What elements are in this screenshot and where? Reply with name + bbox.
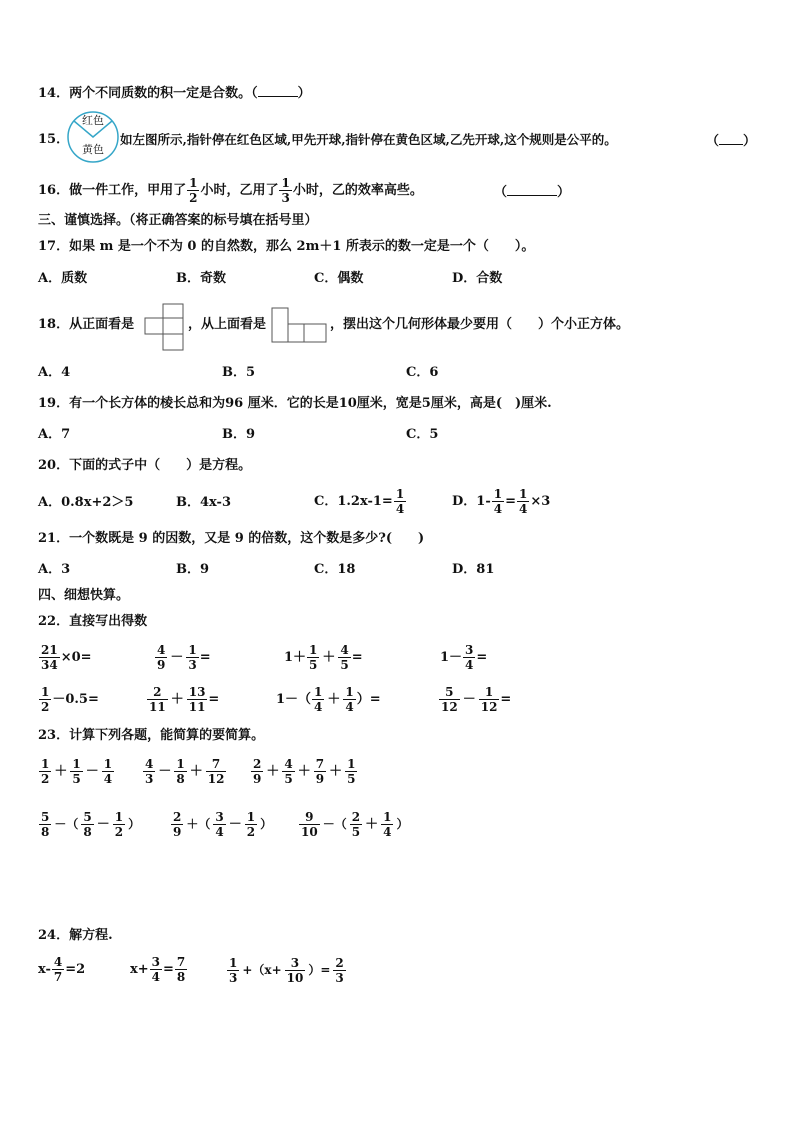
option-20-c[interactable]: C．1.2x-1= $\frac{1}{4}$	[314, 487, 405, 516]
option-17-c[interactable]: C．偶数	[314, 271, 364, 286]
question-16-paren: （ ）	[494, 185, 571, 200]
q23-expression-5: $\frac{2}{9}$ ＋（ $\frac{3}{4}$ － $\frac{1}{2}$ ）	[173, 810, 273, 839]
question-20: 20．下面的式子中（ ）是方程。	[38, 458, 252, 473]
question-14: 14．两个不同质数的积一定是合数。（ ）	[38, 86, 311, 101]
option-17-b[interactable]: B．奇数	[176, 271, 226, 286]
option-17-d[interactable]: D．合数	[452, 271, 503, 286]
option-21-c[interactable]: C．18	[314, 562, 356, 577]
answer-blank-14[interactable]	[258, 84, 298, 97]
question-15-text: 如左图所示,指针停在红色区域,甲先开球,指针停在黄色区域,乙先开球,这个规则是公平的。	[120, 132, 617, 147]
option-21-b[interactable]: B．9	[176, 562, 210, 577]
question-15-number: 15．	[38, 132, 70, 147]
option-20-a[interactable]: A．0.8x+2＞5	[38, 495, 134, 510]
question-18-part2: ，从上面看是	[188, 317, 267, 332]
option-18-b[interactable]: B．5	[222, 365, 256, 380]
option-19-a[interactable]: A．7	[38, 427, 71, 442]
top-view-figure	[268, 304, 332, 344]
question-15-paren: （ ）	[706, 134, 757, 149]
question-18-part3: ，摆出这个几何形体最少要用（ ）个小正方体。	[330, 317, 630, 332]
q24-equation-2: x+ $\frac{3}{4}$ = $\frac{7}{8}$	[130, 955, 186, 984]
option-18-a[interactable]: A．4	[38, 365, 71, 380]
question-19: 19．有一个长方体的棱长总和为96 厘米．它的长是10厘米，宽是5厘米，高是( )厘米.	[38, 396, 552, 411]
fraction: $\frac{1}{4}$	[493, 487, 503, 516]
q24-equation-1: x- $\frac{4}{7}$ =2	[38, 955, 86, 984]
q22-expression-5: $\frac{1}{2}$ －0.5=	[41, 685, 99, 714]
question-21: 21．一个数既是 9 的因数，又是 9 的倍数，这个数是多少?( )	[38, 531, 425, 546]
answer-blank-15[interactable]	[719, 132, 743, 145]
front-view-figure	[142, 302, 188, 352]
fraction: $\frac{1}{2}$	[189, 176, 198, 205]
section-3-heading: 三、谨慎选择。（将正确答案的标号填在括号里）	[38, 213, 318, 228]
q22-expression-2: $\frac{4}{9}$ － $\frac{1}{3}$ =	[157, 643, 211, 672]
spinner-yellow-label: 黄色	[82, 143, 104, 156]
q22-expression-3: 1＋ $\frac{1}{5}$ ＋ $\frac{4}{5}$ =	[284, 643, 363, 672]
question-16: 16．做一件工作，甲用了 $\frac{1}{2}$ 小时，乙用了 $\frac{1}{3}$ 小时，乙的效率高些。	[38, 176, 423, 205]
fraction: $\frac{1}{4}$	[518, 487, 528, 516]
answer-blank-16[interactable]	[507, 183, 557, 196]
q23-expression-3: $\frac{2}{9}$ ＋ $\frac{4}{5}$ ＋ $\frac{7}{9}$ ＋ $\frac{1}{5}$	[253, 757, 356, 786]
q23-expression-2: $\frac{4}{3}$ － $\frac{1}{8}$ ＋ $\frac{7}{12}$	[145, 757, 225, 786]
q23-expression-6: $\frac{9}{10}$ －（ $\frac{2}{5}$ ＋ $\frac{1}{4}$ ）	[301, 810, 409, 839]
question-24-title: 24．解方程.	[38, 928, 113, 943]
q22-expression-1: $\frac{21}{34}$ ×0=	[41, 643, 92, 672]
q22-expression-6: $\frac{2}{11}$ ＋ $\frac{13}{11}$ =	[149, 685, 220, 714]
question-23-title: 23．计算下列各题，能简算的要简算。	[38, 728, 265, 743]
spinner-red-label: 红色	[82, 114, 104, 127]
option-18-c[interactable]: C．6	[406, 365, 439, 380]
option-20-b[interactable]: B．4x-3	[176, 495, 231, 510]
option-17-a[interactable]: A．质数	[38, 271, 88, 286]
option-21-d[interactable]: D．81	[452, 562, 495, 577]
q23-expression-4: $\frac{5}{8}$ －（ $\frac{5}{8}$ － $\frac{1}{2}$ ）	[41, 810, 141, 839]
q22-expression-7: 1－（ $\frac{1}{4}$ ＋ $\frac{1}{4}$ ）=	[276, 685, 381, 714]
question-22-title: 22．直接写出得数	[38, 614, 148, 629]
q24-equation-3: $\frac{1}{3}$ +（x+ $\frac{3}{10}$ ）= $\frac{2}{3}$	[229, 956, 344, 985]
option-19-b[interactable]: B．9	[222, 427, 256, 442]
q22-expression-4: 1－ $\frac{3}{4}$ =	[440, 643, 488, 672]
q22-expression-8: $\frac{5}{12}$ － $\frac{1}{12}$ =	[441, 685, 512, 714]
fraction: $\frac{1}{3}$	[281, 176, 290, 205]
question-18-part1: 18．从正面看是	[38, 317, 135, 332]
option-19-c[interactable]: C．5	[406, 427, 439, 442]
option-21-a[interactable]: A．3	[38, 562, 71, 577]
fraction: $\frac{1}{4}$	[395, 487, 405, 516]
question-17: 17．如果 m 是一个不为 0 的自然数，那么 2m＋1 所表示的数一定是一个（ ）。	[38, 239, 535, 254]
section-4-heading: 四、细想快算。	[38, 588, 130, 603]
option-20-d[interactable]: D．1- $\frac{1}{4}$ = $\frac{1}{4}$ ×3	[452, 487, 551, 516]
q23-expression-1: $\frac{1}{2}$ ＋ $\frac{1}{5}$ － $\frac{1}{4}$	[41, 757, 113, 786]
spinner-diagram	[66, 110, 120, 164]
